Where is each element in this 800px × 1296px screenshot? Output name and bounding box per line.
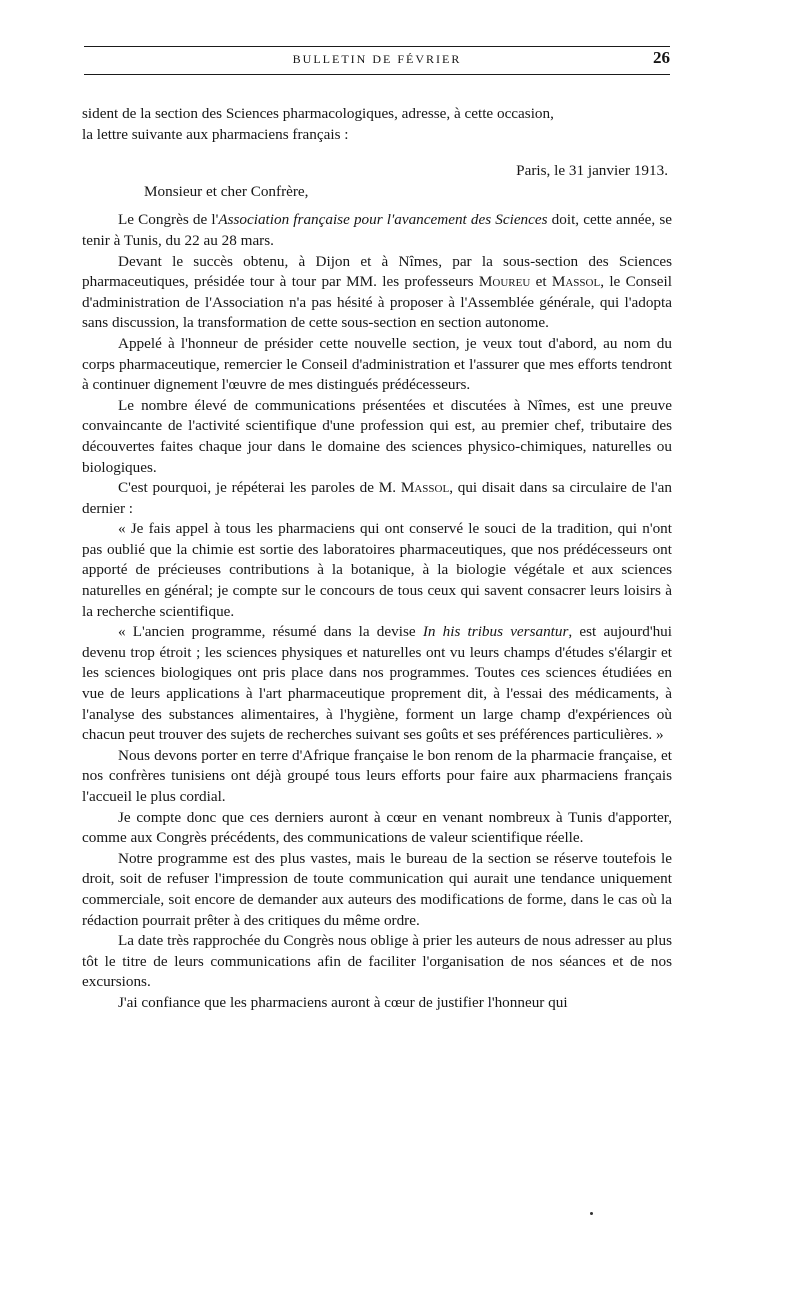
p2-text-a: Devant le succès obtenu, à Dijon et à Nîmes, par la sous-section des Sciences pharmaceutiques, présidée tour à tour par MM. les professeurs <box>82 252 672 291</box>
p7-text-a: « L'ancien programme, résumé dans la devise <box>118 623 423 641</box>
header-top-rule <box>84 46 670 47</box>
page-number: 26 <box>653 48 670 67</box>
p7-text-b: , est aujourd'hui devenu trop étroit ; les sciences physiques et naturelles ont vu leurs champs d'études s'élargir et les sciences biologiques ont pris place dans nos programmes. Toutes ces sciences étudiées en vue de leurs applications à l'art pharmaceutique proprement dit, à l'essai des médicaments, à l'analyse des substances alimentaires, à l'hygiène, forment un large champ d'expériences où chacun peut trouver des sujets de recherches suivant ses goûts et ses préférences particulières. » <box>82 623 672 744</box>
quote-paragraph-2 <box>82 622 672 746</box>
letter-paragraph-8: Nous devons porter en terre d'Afrique française le bon renom de la pharmacie française, et nos confrères tunisiens ont déjà groupé tous leurs efforts pour faire aux pharmaciens français l'accueil le plus cordial. <box>82 746 672 805</box>
intro-line-1: sident de la section des Sciences pharmacologiques, adresse, à cette occasion, <box>82 105 554 122</box>
running-title: BULLETIN DE FÉVRIER <box>292 52 462 66</box>
letter-salutation: Monsieur et cher Confrère, <box>144 182 309 200</box>
body-text <box>82 104 672 1014</box>
p2-text-b: et <box>530 273 552 291</box>
p5-name-massol: Massol <box>400 479 450 497</box>
quote-paragraph-1: « Je fais appel à tous les pharmaciens qui ont conservé le souci de la tradition, qui n'ont pas oublié que la chimie est sortie des laboratoires pharmaceutiques, que nos prédécesseurs ont apporté de précieuses contributions à la botanique, à la biologie végétale et aux sciences naturelles en général; je compte sur le concours de tous ceux qui savent consacrer leurs loisirs à la recherche scientifique. <box>82 520 672 620</box>
letter-paragraph-9: Je compte donc que ces derniers auront à cœur en venant nombreux à Tunis d'apporter, comme aux Congrès précédents, des communications de valeur scientifique réelle. <box>82 808 672 847</box>
letter-date: Paris, le 31 janvier 1913. <box>516 162 668 180</box>
letter-paragraph-10: Notre programme est des plus vastes, mais le bureau de la section se réserve toutefois le droit, soit de refuser l'impression de toute communication qui aurait une tendance uniquement commerciale, soit encore de demander aux auteurs des modifications de forme, dans le cas où la rédaction pourrait prêter à des critiques du même ordre. <box>82 849 672 929</box>
letter-paragraph-4: Le nombre élevé de communications présentées et discutées à Nîmes, est une preuve convaincante de l'activité scientifique d'une profession qui est, au premier chef, tributaire des découvertes faites chaque jour dans le domaine des sciences physico-chimiques, naturelles ou biologiques. <box>82 396 672 476</box>
letter-paragraph-5 <box>82 478 672 519</box>
p2-name-moureu: Moureu <box>478 273 531 291</box>
ink-speck <box>590 1212 593 1215</box>
p1-text-a: Le Congrès de l' <box>118 211 219 229</box>
letter-paragraph-1 <box>82 210 672 251</box>
letter-paragraph-11: La date très rapprochée du Congrès nous oblige à prier les auteurs de nous adresser au plus tôt le titre de leurs communications afin de faciliter l'organisation de nos séances et de nos excursions. <box>82 932 672 991</box>
intro-line-2: la lettre suivante aux pharmaciens français : <box>82 125 349 143</box>
letter-paragraph-3: Appelé à l'honneur de présider cette nouvelle section, je veux tout d'abord, au nom du corps pharmaceutique, remercier le Conseil d'administration et l'assurer que mes efforts tendront à continuer dignement l'œuvre de mes distingués prédécesseurs. <box>82 334 672 394</box>
p5-text-a: C'est pourquoi, je répéterai les paroles de M. <box>118 479 401 497</box>
p2-text-c: , le Conseil d'administration de l'Association n'a pas hésité à proposer à l'Assemblée générale, qui l'adopta sans discussion, la transformation de cette sous-section en section autonome. <box>82 273 672 332</box>
p1-text-b: doit, cette année, se tenir à Tunis, du 22 au 28 mars. <box>82 211 672 249</box>
p7-italic-motto: In his tribus versantur <box>422 623 569 641</box>
p5-text-b: , qui disait dans sa circulaire de l'an dernier : <box>82 479 672 517</box>
letter-paragraph-2 <box>82 252 672 334</box>
p2-name-massol: Massol <box>551 273 601 291</box>
letter-paragraph-12: J'ai confiance que les pharmaciens auront à cœur de justifier l'honneur qui <box>118 993 568 1011</box>
intro-paragraph <box>82 104 672 145</box>
p1-italic-title: Association française pour l'avancement des Sciences <box>218 211 548 229</box>
running-header <box>84 46 670 75</box>
